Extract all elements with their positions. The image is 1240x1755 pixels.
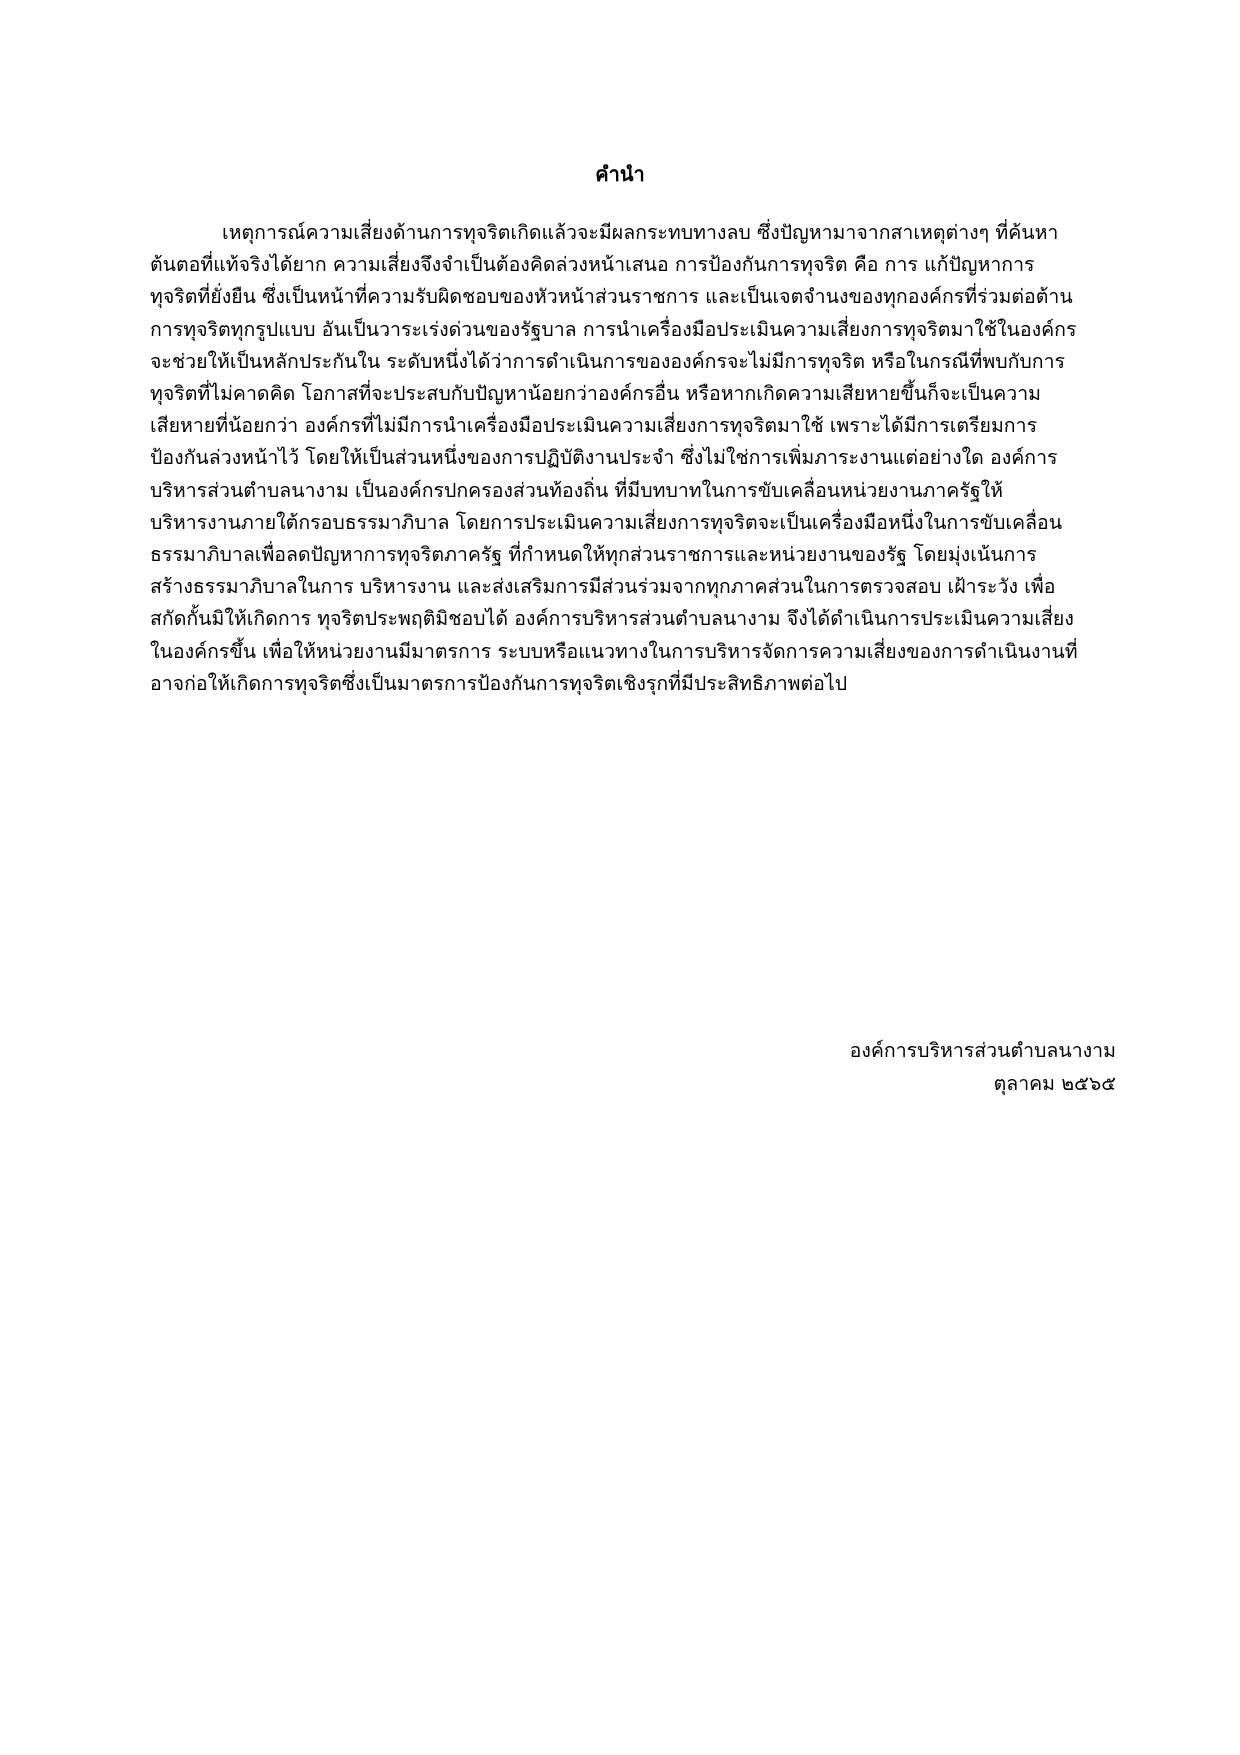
body-line: บริหารส่วนตำบลนางาม เป็นองค์กรปกครองส่วนท้องถิ่น ที่มีบทบาทในการขับเคลื่อนหน่วยงานภาครัฐให้: [150, 478, 1003, 502]
body-line: อาจก่อให้เกิดการทุจริตซึ่งเป็นมาตรการป้องกันการทุจริตเชิงรุกที่มีประสิทธิภาพต่อไป: [150, 671, 848, 695]
body-line: จะช่วยให้เป็นหลักประกันใน ระดับหนึ่งได้ว่าการดำเนินการขององค์กรจะไม่มีการทุจริต หรือในกรณีที่พบกับการ: [150, 349, 1065, 373]
body-line: ป้องกันล่วงหน้าไว้ โดยให้เป็นส่วนหนึ่งของการปฏิบัติงานประจำ ซึ่งไม่ใช่การเพิ่มภาระงานแต่อย่างใด องค์การ: [150, 446, 1058, 470]
signature-block: [850, 1034, 1116, 1100]
body-line: ต้นตอที่แท้จริงได้ยาก ความเสี่ยงจึงจำเป็นต้องคิดล่วงหน้าเสนอ การป้องกันการทุจริต คือ การ แก้ปัญหาการ: [150, 253, 1035, 277]
body-line: ธรรมาภิบาลเพื่อลดปัญหาการทุจริตภาครัฐ ที่กำหนดให้ทุกส่วนราชการและหน่วยงานของรัฐ โดยมุ่งเน้นการ: [150, 543, 1037, 567]
body-line: สร้างธรรมาภิบาลในการ บริหารงาน และส่งเสริมการมีส่วนร่วมจากทุกภาคส่วนในการตรวจสอบ เฝ้าระวัง เพื่อ: [150, 575, 1056, 599]
body-line: สกัดกั้นมิให้เกิดการ ทุจริตประพฤติมิชอบได้ องค์การบริหารส่วนตำบลนางาม จึงได้ดำเนินการประเมินความเสี่ยง: [150, 607, 1074, 631]
body-line: การทุจริตทุกรูปแบบ อันเป็นวาระเร่งด่วนของรัฐบาล การนำเครื่องมือประเมินความเสี่ยงการทุจริตมาใช้ในองค์กร: [150, 317, 1077, 341]
page-title: คำนำ: [595, 162, 645, 186]
body-line: เสียหายที่น้อยกว่า องค์กรที่ไม่มีการนำเครื่องมือประเมินความเสี่ยงการทุจริตมาใช้ เพราะได้มีการเตรียมการ: [150, 414, 1038, 438]
body-line: บริหารงานภายใต้กรอบธรรมาภิบาล โดยการประเมินความเสี่ยงการทุจริตจะเป็นเครื่องมือหนึ่งในการขับเคลื่อน: [150, 510, 1063, 534]
body-line: ทุจริตที่ไม่คาดคิด โอกาสที่จะประสบกับปัญหาน้อยกว่าองค์กรอื่น หรือหากเกิดความเสียหายขึ้นก็จะเป็นความ: [150, 382, 1041, 406]
signature-date: ตุลาคม ๒๕๖๕: [993, 1072, 1116, 1095]
body-line: ในองค์กรขึ้น เพื่อให้หน่วยงานมีมาตรการ ระบบหรือแนวทางในการบริหารจัดการความเสี่ยงของการดำเนินงานที่: [150, 639, 1078, 663]
body-line: ทุจริตที่ยั่งยืน ซึ่งเป็นหน้าที่ความรับผิดชอบของหัวหน้าส่วนราชการ และเป็นเจตจำนงของทุกองค์กรที่ร่วมต่อต้าน: [150, 285, 1073, 309]
body-line: เหตุการณ์ความเสี่ยงด้านการทุจริตเกิดแล้วจะมีผลกระทบทางลบ ซึ่งปัญหามาจากสาเหตุต่างๆ ที่ค้นหา: [222, 221, 1059, 244]
signature-organization: องค์การบริหารส่วนตำบลนางาม: [849, 1039, 1116, 1062]
body-paragraph: [150, 217, 1120, 700]
